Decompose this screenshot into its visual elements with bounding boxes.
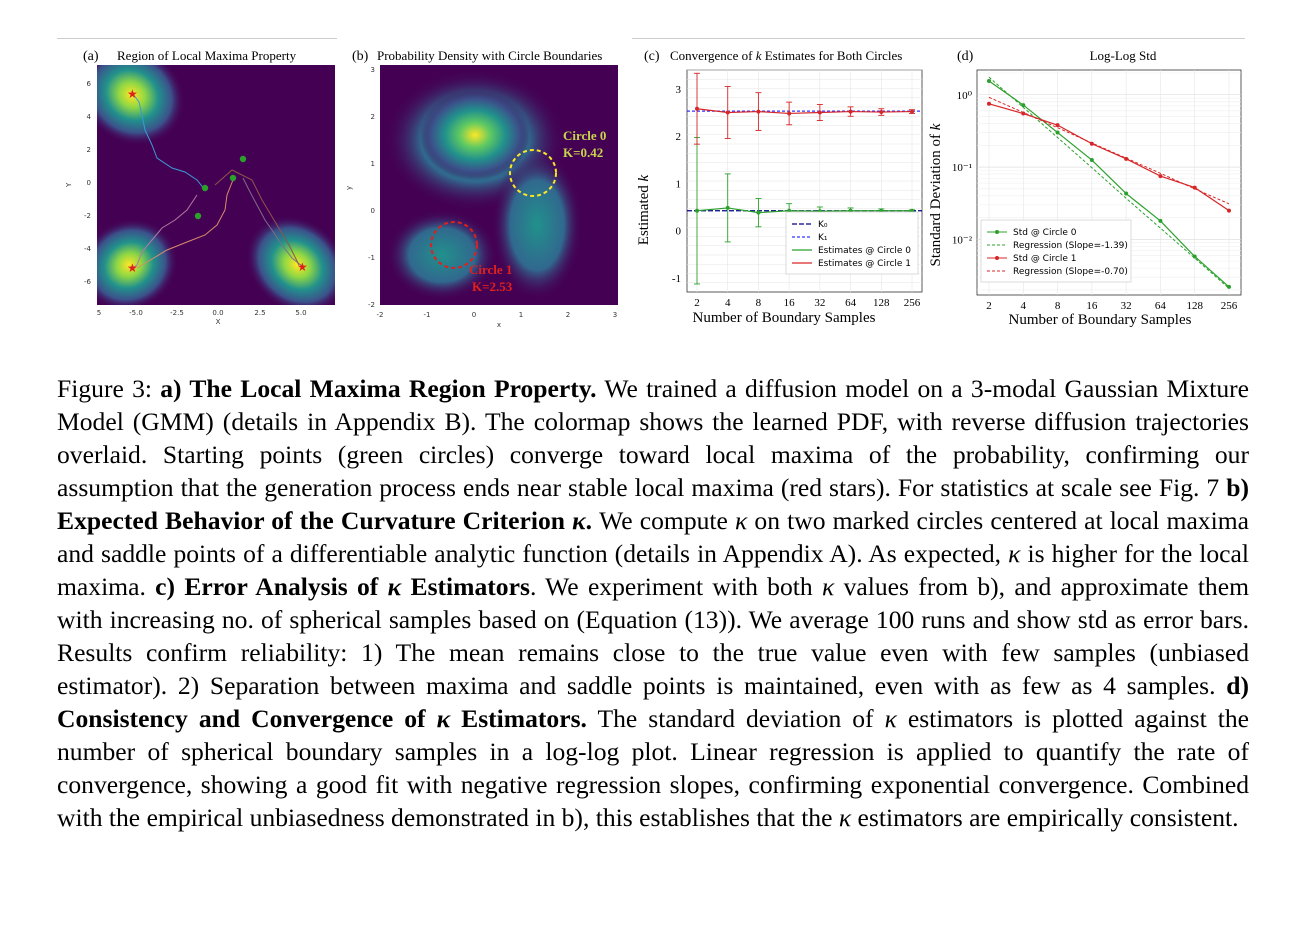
caption-d-heading-end: Estimators. [450, 704, 587, 733]
max-star-icon: ★ [127, 87, 138, 101]
data-point [849, 110, 853, 114]
data-point [726, 111, 730, 115]
ytick: 2 [370, 113, 375, 121]
panel-c-label: (c) [644, 49, 660, 64]
data-point [987, 79, 991, 83]
panel-d [929, 30, 1245, 335]
panel-d-svg [929, 30, 1245, 335]
xtick: 32 [814, 297, 826, 309]
caption-c-heading-end: Estimators [401, 572, 530, 601]
circle-0-name: Circle 0 [563, 128, 607, 143]
xtick: 2 [694, 297, 700, 309]
start-point [230, 175, 236, 181]
xtick: 2 [986, 300, 992, 312]
data-point [695, 107, 699, 111]
panel-b [347, 30, 627, 335]
data-point [1227, 209, 1231, 213]
circle-0-k: K=0.42 [563, 145, 604, 160]
legend-label: Std @ Circle 1 [1013, 254, 1077, 264]
data-point [787, 111, 791, 115]
panel-b-xticks [377, 311, 618, 319]
data-point [910, 110, 914, 114]
xtick: 3 [612, 311, 618, 319]
xtick: 256 [1220, 300, 1238, 312]
data-point [818, 111, 822, 115]
panel-c-xlabel: Number of Boundary Samples [692, 310, 876, 326]
panel-a-xlabel: X [215, 318, 221, 326]
xtick: 32 [1120, 300, 1132, 312]
caption-a-heading: a) The Local Maxima Region Property. [160, 374, 597, 403]
panel-b-label: (b) [352, 49, 369, 64]
data-point [987, 102, 991, 106]
xtick: -5.0 [129, 309, 143, 317]
data-point [756, 110, 760, 114]
ytick: 3 [675, 83, 681, 96]
xtick: 5 [96, 309, 102, 317]
panel-a-title: Region of Local Maxima Property [117, 48, 297, 63]
data-point [756, 211, 760, 215]
figure-caption [57, 372, 1249, 834]
legend-label: Estimates @ Circle 1 [818, 259, 912, 269]
caption-b-heading-end: . [585, 506, 593, 535]
ytick: -6 [84, 278, 91, 286]
legend-label: Std @ Circle 0 [1013, 228, 1077, 238]
ytick: 2 [86, 146, 91, 154]
data-point [1158, 219, 1162, 223]
xtick: -2 [376, 311, 384, 319]
ytick: 0 [675, 225, 681, 238]
kappa-symbol: κ [1008, 539, 1021, 568]
panel-b-yticks [368, 66, 375, 309]
panel-c-svg [632, 30, 932, 335]
kappa-symbol: κ [884, 704, 897, 733]
panel-c-ylabel: Estimated k [636, 174, 652, 246]
data-point [726, 206, 730, 210]
xtick: 16 [1086, 300, 1098, 312]
panel-b-ylabel: y [345, 185, 353, 190]
caption-d-text: estimators are empirically consistent. [851, 803, 1239, 832]
panel-d-label: (d) [957, 49, 974, 64]
panel-b-xlabel: x [496, 321, 502, 329]
ytick: 10⁻¹ [951, 162, 972, 175]
caption-d-text: estimators is plotted against the number of spherical boundary samples in a log-log plot. Linear regression is applied to quantify the rate of convergence, showing a good fit with negative regression slopes, confirming exponential convergence. Combined with the empirical unbiasedness demonstrated in b), this establishes that the [57, 704, 1249, 832]
data-point [1090, 158, 1094, 162]
panel-a-xticks [97, 309, 307, 317]
max-star-icon: ★ [297, 260, 308, 274]
caption-c-text: values from b), and approximate them with increasing no. of spherical samples based on (Equation (13)). We average 100 runs and show std as error bars. Results confirm reliability: 1) The mean remains close to the true value even with few samples (unbiased estimator). 2) Separation between maxima and saddle points is maintained, even with as few as 4 samples. [57, 572, 1249, 700]
circle-1-name: Circle 1 [469, 262, 513, 277]
xtick: 128 [873, 297, 890, 309]
panel-a-svg [57, 30, 342, 335]
ytick: 1 [675, 178, 681, 191]
ytick: 2 [675, 131, 681, 144]
data-point [1124, 192, 1128, 196]
panel-a [57, 30, 342, 335]
panel-c [632, 30, 932, 335]
ytick: 4 [86, 113, 91, 121]
ytick: -1 [671, 272, 681, 285]
caption-fig-label: Figure 3: [57, 374, 161, 403]
ytick: 0 [370, 207, 375, 215]
xtick: 5.0 [295, 309, 307, 317]
xtick: 4 [1020, 300, 1027, 312]
caption-d-text: The standard deviation of [586, 704, 885, 733]
xtick: 256 [903, 297, 921, 309]
panel-a-label: (a) [83, 49, 99, 64]
xtick: 1 [518, 311, 524, 319]
ytick: -1 [368, 254, 375, 262]
xtick: -1 [423, 311, 431, 319]
xtick: -2.5 [170, 309, 184, 317]
panel-d-ylabel: Standard Deviation of k [928, 123, 944, 267]
caption-b-text: We compute [592, 506, 735, 535]
data-point [1056, 123, 1060, 127]
caption-b-heading-text: b) Expected Behavior of the Curvature Criterion [57, 473, 1249, 535]
data-point [879, 110, 883, 114]
kappa-symbol: κ [572, 506, 586, 535]
legend-marker [995, 256, 999, 260]
start-point [195, 213, 201, 219]
xtick: 2.5 [254, 309, 266, 317]
panel-b-svg [347, 30, 627, 335]
xtick: 4 [724, 297, 731, 309]
kappa-symbol: κ [387, 572, 402, 601]
legend-label: Estimates @ Circle 0 [818, 246, 912, 256]
start-point [202, 185, 208, 191]
xtick: 0.0 [212, 309, 224, 317]
caption-c-text: . We experiment with both [529, 572, 822, 601]
ytick: 1 [370, 160, 375, 168]
data-point [1021, 103, 1025, 107]
xtick: 2 [565, 311, 571, 319]
kappa-symbol: κ [838, 803, 852, 832]
kappa-symbol: κ [436, 704, 451, 733]
figure-strip [57, 30, 1245, 335]
legend-label: Regression (Slope=-0.70) [1013, 267, 1128, 277]
caption-paragraph [57, 372, 1249, 834]
xtick: 64 [845, 297, 857, 309]
data-point [695, 209, 699, 213]
ytick: 0 [86, 179, 91, 187]
caption-b-text: is higher for the local maxima. [57, 539, 1249, 601]
legend-label: Regression (Slope=-1.39) [1013, 241, 1128, 251]
xtick: 8 [755, 297, 762, 309]
circle-1-k: K=2.53 [472, 279, 513, 294]
caption-c-heading [155, 572, 530, 601]
xtick: 0 [471, 311, 477, 319]
xtick: 128 [1186, 300, 1203, 312]
ytick: -2 [368, 301, 375, 309]
kappa-symbol: κ [735, 506, 748, 535]
caption-d-heading-text: d) Consistency and Convergence of [57, 671, 1249, 733]
ytick: 10⁻² [951, 234, 972, 247]
caption-c-heading-text: c) Error Analysis of [155, 572, 388, 601]
legend-marker [995, 230, 999, 234]
data-point [1158, 174, 1162, 178]
start-point [240, 156, 246, 162]
ytick: -2 [84, 212, 91, 220]
ytick: 10⁰ [956, 89, 972, 102]
data-point [1056, 131, 1060, 135]
panel-a-ylabel: Y [65, 182, 73, 187]
xtick: 64 [1154, 300, 1166, 312]
legend-label: K₀ [818, 220, 828, 230]
xtick: 16 [783, 297, 795, 309]
panel-d-xlabel: Number of Boundary Samples [1008, 312, 1192, 328]
legend-label: K₁ [818, 233, 828, 243]
panel-d-title: Log-Log Std [1089, 48, 1157, 63]
max-star-icon: ★ [127, 261, 138, 275]
ytick: 3 [370, 66, 375, 74]
ytick: 6 [86, 80, 91, 88]
panel-b-title: Probability Density with Circle Boundaries [377, 48, 603, 63]
panel-c-title: Convergence of k Estimates for Both Circles [670, 48, 903, 63]
caption-a-text: We trained a diffusion model on a 3-modal Gaussian Mixture Model (GMM) (details in Appendix B). The colormap shows the learned PDF, with reverse diffusion trajectories overlaid. Starting points (green circles) converge toward local maxima of the probability, confirming our assumption that the generation process ends near stable local maxima (red stars). For statistics at scale see Fig. 7 [57, 374, 1249, 502]
caption-b-text: on two marked circles centered at local maxima and saddle points of a differentiable analytic function (details in Appendix A). As expected, [57, 506, 1249, 568]
kappa-symbol: κ [821, 572, 835, 601]
ytick: -4 [84, 245, 91, 253]
xtick: 8 [1054, 300, 1061, 312]
panel-a-yticks [84, 80, 92, 286]
